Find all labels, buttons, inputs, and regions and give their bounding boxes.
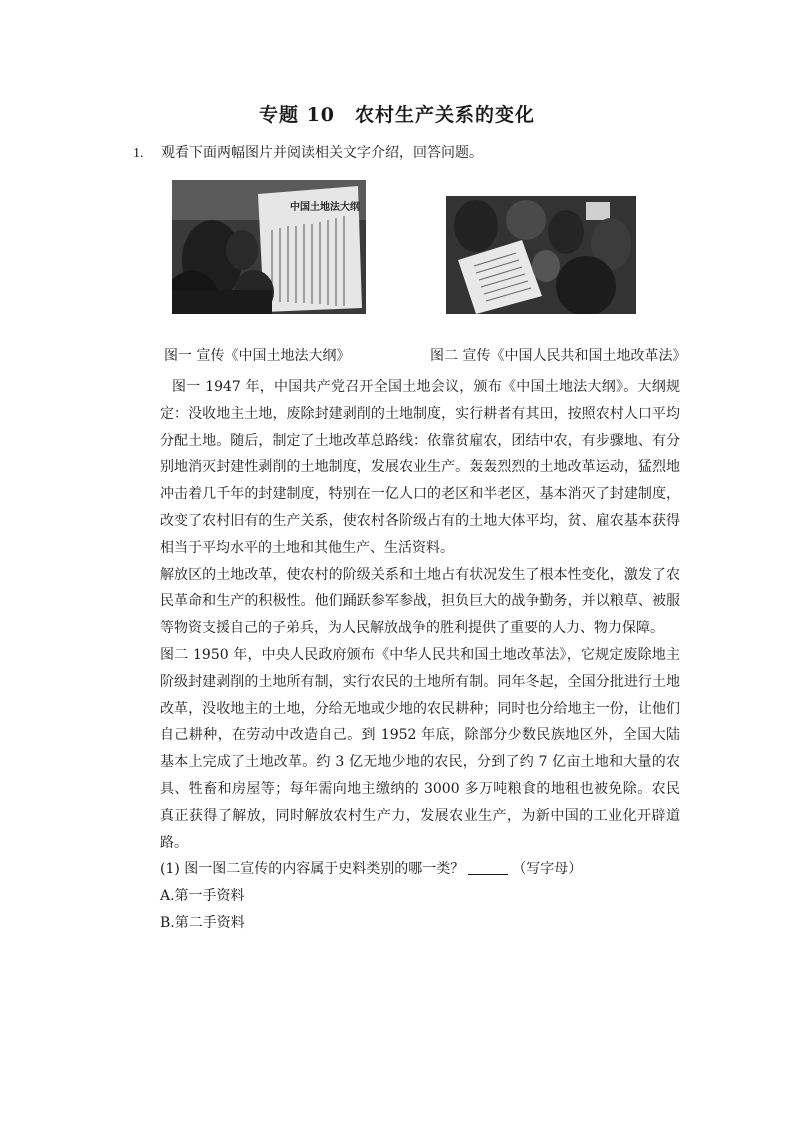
question-prompt: 观看下面两幅图片并阅读相关文字介绍，回答问题。: [161, 145, 483, 161]
figure-1-banner-text: 中国土地法大纲: [290, 202, 360, 213]
subquestion-hint: （写字母）: [512, 861, 583, 878]
figure-2-photo: [446, 196, 636, 314]
option-a: A.第一手资料: [160, 888, 245, 905]
answer-blank[interactable]: [468, 860, 508, 875]
paragraph-2: 解放区的土地改革，使农村的阶级关系和土地占有状况发生了根本性变化，激发了农民革命和生产的积极性。他们踊跃参军参战，担负巨大的战争勤务，并以粮草、被服等物资支援自己的子弟兵，为人民解放战争的胜利提供了重要的人力、物力保障。: [160, 566, 680, 637]
subquestion-prompt: (1) 图一图二宣传的内容属于史料类别的哪一类？: [160, 861, 465, 878]
figure-2-caption: 图二 宣传《中国人民共和国土地改革法》: [430, 348, 687, 364]
subquestion-1: [160, 856, 680, 883]
question-number: 1.: [133, 146, 144, 161]
paragraph-1: 图一 1947 年，中国共产党召开全国土地会议，颁布《中国土地法大纲》。大纲规定：没收地主土地，废除封建剥削的土地制度，实行耕者有其田，按照农村人口平均分配土地。随后，制定了土地改革总路线：依靠贫雇农，团结中农，有步骤地、有分别地消灭封建性剥削的土地制度，发展农业生产。轰轰烈烈的土地改革运动，猛烈地冲击着几千年的封建制度，特别在一亿人口的老区和半老区，基本消灭了封建制度，改变了农村旧有的生产关系，使农村各阶级占有的土地大体平均，贫、雇农基本获得相当于平均水平的土地和其他生产、生活资料。: [160, 379, 680, 556]
question-1: [133, 142, 483, 162]
reading-passage: [160, 374, 680, 937]
paragraph-3: 图二 1950 年，中央人民政府颁布《中华人民共和国土地改革法》，它规定废除地主阶级封建剥削的土地所有制，实行农民的土地所有制。同年冬起，全国分批进行土地改革，没收地主的土地，分给无地或少地的农民耕种；同时也分给地主一份，让他们自己耕种，在劳动中改造自己。到 1952 年底，除部分少数民族地区外，全国大陆基本上完成了土地改革。约 3 亿无地少地的农民，分到了约 7 亿亩土地和大量的农具、牲畜和房屋等；每年需向地主缴纳的 3000 多万吨粮食的地租也被免除。农民真正获得了解放，同时解放农村生产力，发展农业生产，为新中国的工业化开辟道路。: [160, 646, 680, 851]
option-b: B.第二手资料: [160, 914, 245, 931]
figure-1-photo: [172, 180, 366, 314]
figure-1-caption: 图一 宣传《中国土地法大纲》: [164, 348, 351, 364]
document-title: 专题 10 农村生产关系的变化: [258, 104, 536, 126]
